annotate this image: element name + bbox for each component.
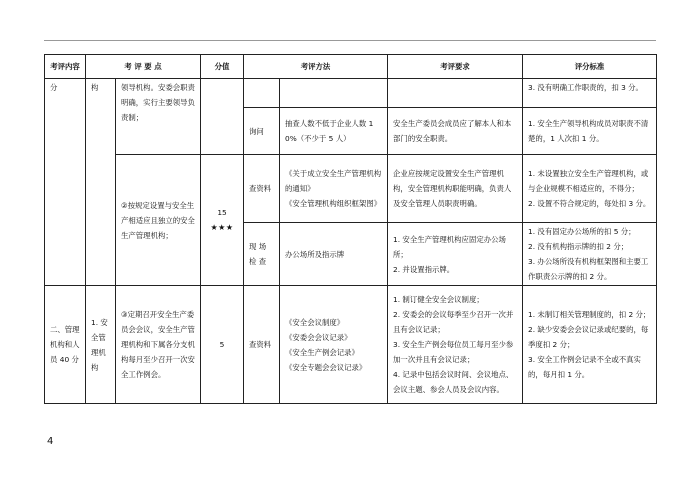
tool-line: 《安全专题会会议记录》 xyxy=(285,362,367,372)
tool-cell xyxy=(280,155,388,223)
table-row xyxy=(45,286,657,404)
requirement-cell: 安全生产委员会成员应了解本人和本部门的安全职责。 xyxy=(388,108,523,155)
tool-cell xyxy=(280,79,388,108)
standard-line: 3. 办公场所没有机构框架图和主要工作职责公示牌的扣 2 分。 xyxy=(528,257,649,281)
tool-cell: 办公场所及指示牌 xyxy=(280,223,388,286)
requirement-line: 1. 制订健全安全会议制度； xyxy=(393,295,484,304)
star-rating: ★★★ xyxy=(210,223,234,232)
point-cell: ②按规定设置与安全生产相适应且独立的安全生产管理机构； xyxy=(116,155,201,286)
requirement-line: 2. 并设置指示牌。 xyxy=(393,264,455,274)
requirement-line: 3. 安全生产例会每位员工每月至少参加一次并且有会议记录； xyxy=(393,340,514,364)
standard-cell xyxy=(523,155,657,223)
tool-cell xyxy=(280,286,388,404)
tool-line: 《安全会议制度》 xyxy=(285,317,345,327)
method-cell xyxy=(244,79,280,108)
header-content: 考评内容 xyxy=(45,55,86,79)
score-cell: 5 xyxy=(201,286,244,404)
content-cell: 分 xyxy=(45,79,86,286)
header-requirement: 考评要求 xyxy=(388,55,523,79)
standard-cell: 1. 安全生产领导机构成员对职责不清楚的，1 人次扣 1 分。 xyxy=(523,108,657,155)
requirement-cell: 企业应按规定设置安全生产管理机构，安全管理机构职能明确，负责人及安全管理人员职责明确。 xyxy=(388,155,523,223)
method-cell: 查资料 xyxy=(244,155,280,223)
tool-line: 《关于成立安全生产管理机构的通知》 xyxy=(285,169,382,193)
standard-line: 2. 没有机构指示牌的扣 2 分； xyxy=(528,242,629,251)
header-row xyxy=(45,55,657,79)
score-cell xyxy=(201,155,244,286)
standard-line: 3. 安全工作例会记录不全或不真实的，每月扣 1 分。 xyxy=(528,355,641,379)
requirement-cell xyxy=(388,223,523,286)
header-rule xyxy=(44,40,656,41)
score-cell xyxy=(201,79,244,155)
method-cell: 询问 xyxy=(244,108,280,155)
score-value: 15 xyxy=(217,208,227,217)
method-cell: 查资料 xyxy=(244,286,280,404)
table-row xyxy=(45,79,657,108)
requirement-cell xyxy=(388,79,523,108)
tool-line: 《安委会会议记录》 xyxy=(285,332,352,342)
tool-cell: 抽查人数不低于企业人数 10%（不少于 5 人） xyxy=(280,108,388,155)
standard-line: 2. 缺少安委会会议记录或纪要的，每季度扣 2 分； xyxy=(528,325,649,349)
page-number: 4 xyxy=(47,436,54,447)
requirement-line: 4. 记录中包括会议时间、会议地点、会议主题、参会人员及会议内容。 xyxy=(393,370,514,394)
standard-cell xyxy=(523,223,657,286)
sub-item-cell: 1. 安全管理机构 xyxy=(86,286,116,404)
requirement-line: 1. 安全生产管理机构应固定办公场所； xyxy=(393,234,506,259)
table-row xyxy=(45,155,657,223)
standard-cell xyxy=(523,286,657,404)
point-cell: 领导机构。安委会职责明确，实行主要领导负责制； xyxy=(116,79,201,155)
point-cell: ③定期召开安全生产委员会会议，安全生产管理机构和下属各分支机构每月至少召开一次安全工作例会。 xyxy=(116,286,201,404)
standard-cell: 3. 没有明确工作职责的，扣 3 分。 xyxy=(523,79,657,108)
evaluation-table xyxy=(44,54,657,404)
header-method: 考评方法 xyxy=(244,55,388,79)
content-cell: 二、管理机构和人员 40 分 xyxy=(45,286,86,404)
requirement-line: 2. 安委会的会议每季至少召开一次并且有会议记录； xyxy=(393,310,514,334)
standard-line: 2. 设置不符合规定的，每处扣 3 分。 xyxy=(528,199,651,208)
sub-item-cell: 构 xyxy=(86,79,116,286)
requirement-cell xyxy=(388,286,523,404)
standard-line: 1. 没有固定办公场所的扣 5 分； xyxy=(528,227,636,236)
standard-line: 1. 未设置独立安全生产管理机构，或与企业规模不相适应的，不得分； xyxy=(528,169,649,193)
header-points: 考 评 要 点 xyxy=(86,55,201,79)
method-cell: 现 场 检 查 xyxy=(244,223,280,286)
standard-line: 1. 未制订相关管理制度的，扣 2 分； xyxy=(528,310,651,319)
tool-line: 《安全生产例会记录》 xyxy=(285,347,359,357)
header-score: 分值 xyxy=(201,55,244,79)
header-standard: 评分标准 xyxy=(523,55,657,79)
tool-line: 《安全管理机构组织框架图》 xyxy=(285,199,382,208)
